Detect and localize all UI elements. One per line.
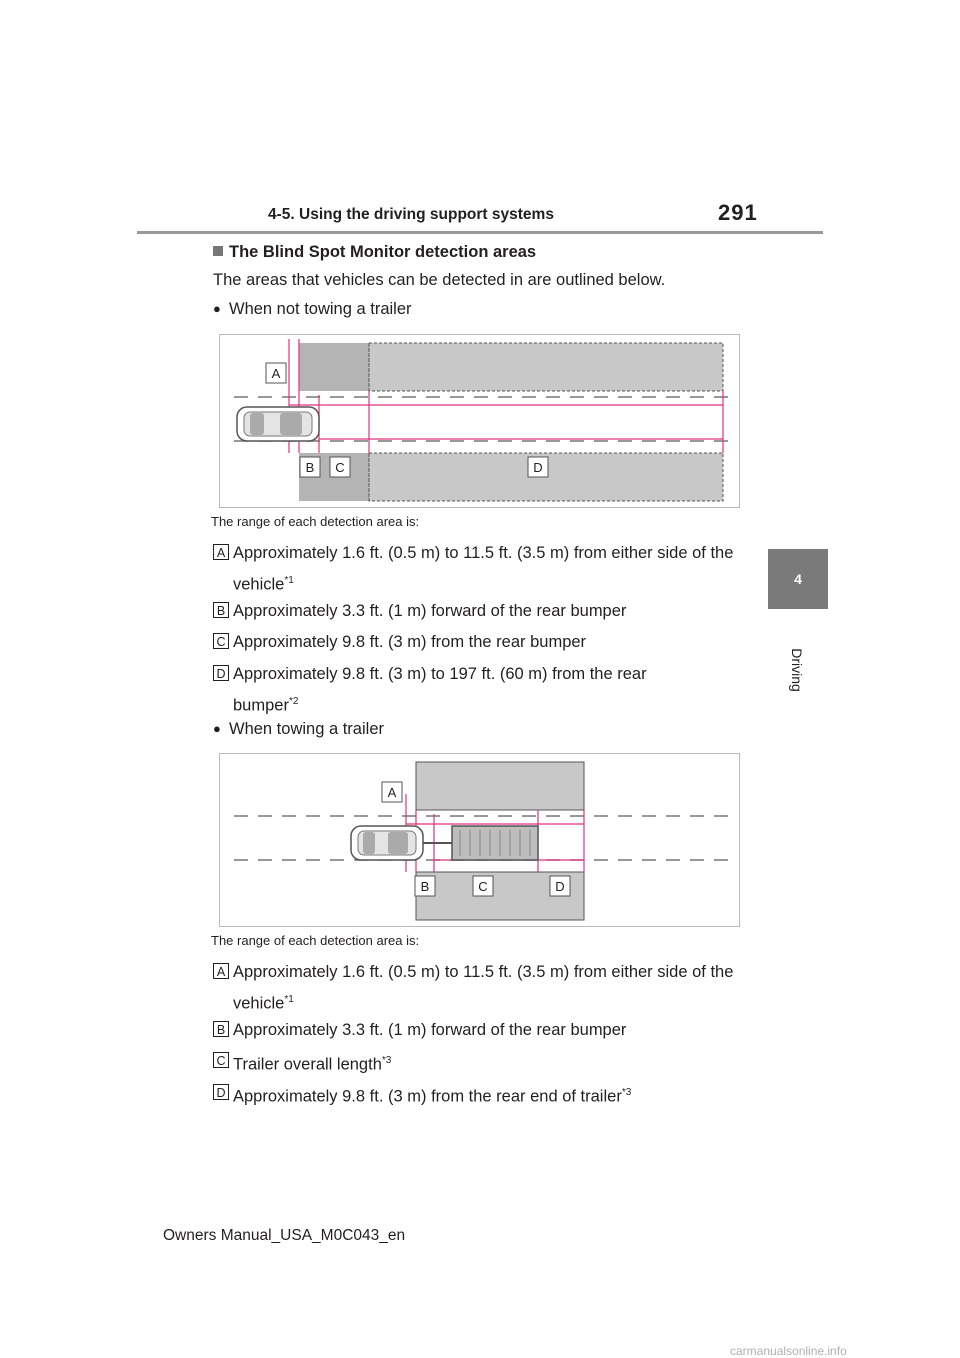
- svg-text:B: B: [305, 460, 315, 475]
- bullet-with-trailer: ● When towing a trailer: [213, 720, 384, 740]
- letter-box: A: [213, 544, 229, 560]
- car-icon: [351, 826, 423, 860]
- letter-box: C: [213, 1052, 229, 1068]
- svg-text:A: A: [271, 366, 281, 381]
- label-d: [528, 457, 548, 477]
- label-d: [550, 876, 570, 896]
- label-a: [266, 363, 286, 383]
- page-number: 291: [718, 200, 758, 225]
- bullet-no-trailer: ● When not towing a trailer: [213, 300, 412, 320]
- letter-box: B: [213, 1021, 229, 1037]
- svg-text:C: C: [335, 460, 345, 475]
- intro-text: The areas that vehicles can be detected in are outlined below.: [213, 271, 666, 289]
- list-item: B Approximately 3.3 ft. (1 m) forward of the rear bumper: [213, 1016, 753, 1044]
- section-title: 4-5. Using the driving support systems: [268, 206, 554, 223]
- svg-text:C: C: [478, 879, 488, 894]
- zone-b-upper: [299, 343, 369, 391]
- letter-box: D: [213, 665, 229, 681]
- header-rule: [137, 231, 823, 234]
- label-c: [330, 457, 350, 477]
- zone-d-upper: [369, 343, 723, 391]
- label-b: [415, 876, 435, 896]
- trailer-icon: [452, 826, 538, 860]
- detection-area-diagram-no-trailer: [220, 335, 739, 507]
- letter-box: B: [213, 602, 229, 618]
- diagram-with-trailer: [219, 753, 740, 927]
- list-item: B Approximately 3.3 ft. (1 m) forward of the rear bumper: [213, 597, 753, 625]
- letter-box: D: [213, 1084, 229, 1100]
- zone-upper: [416, 762, 584, 810]
- letter-box: C: [213, 633, 229, 649]
- label-a: [382, 782, 402, 802]
- list-item: C Trailer overall length$^{*3}$: [213, 1047, 753, 1079]
- square-bullet-icon: [213, 246, 223, 256]
- label-c: [473, 876, 493, 896]
- list-item: A Approximately 1.6 ft. (0.5 m) to 11.5 ft. (3.5 m) from either side of the vehicle$^{*1}$: [213, 539, 753, 599]
- label-b: [300, 457, 320, 477]
- svg-text:B: B: [420, 879, 430, 894]
- list-item: C Approximately 9.8 ft. (3 m) from the rear bumper: [213, 628, 753, 656]
- caption-with-trailer: The range of each detection area is:: [211, 933, 420, 948]
- detection-area-diagram-with-trailer: [220, 754, 739, 926]
- chapter-name: Driving: [788, 648, 805, 692]
- svg-text:D: D: [555, 879, 565, 894]
- svg-text:D: D: [533, 460, 543, 475]
- letter-box: A: [213, 963, 229, 979]
- diagram-no-trailer: [219, 334, 740, 508]
- chapter-tab[interactable]: [768, 549, 828, 609]
- caption-no-trailer: The range of each detection area is:: [211, 514, 420, 529]
- section-heading: The Blind Spot Monitor detection areas: [213, 243, 536, 262]
- svg-text:A: A: [387, 785, 397, 800]
- list-item: D Approximately 9.8 ft. (3 m) to 197 ft. (60 m) from the rear bumper$^{*2}$: [213, 660, 683, 720]
- list-item: D Approximately 9.8 ft. (3 m) from the rear end of trailer$^{*3}$: [213, 1079, 753, 1111]
- list-item: A Approximately 1.6 ft. (0.5 m) to 11.5 ft. (3.5 m) from either side of the vehicle$^{*1}$: [213, 958, 753, 1018]
- footer-manual-id: Owners Manual_USA_M0C043_en: [163, 1227, 406, 1244]
- watermark[interactable]: carmanualsonline.info: [730, 1344, 847, 1358]
- car-icon: [237, 407, 319, 441]
- chapter-number: 4: [794, 571, 802, 587]
